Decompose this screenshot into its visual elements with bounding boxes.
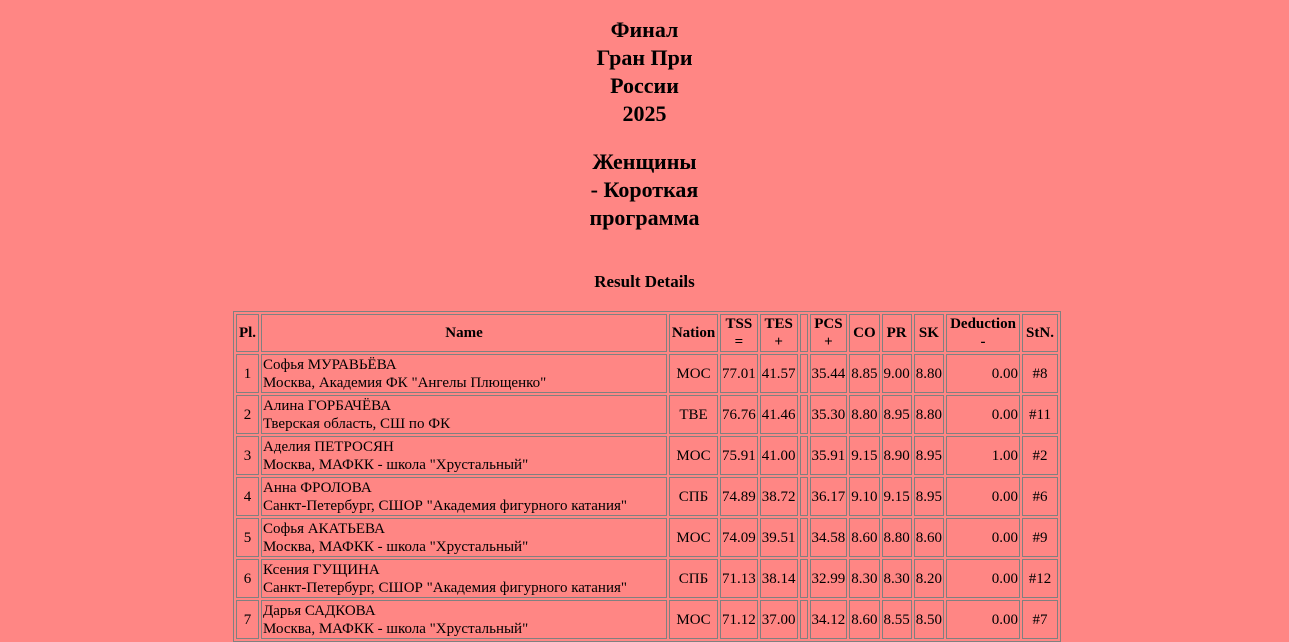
skater-club: Москва, Академия ФК "Ангелы Плющенко" xyxy=(263,374,547,391)
table-row xyxy=(236,477,1058,516)
category-title-line: Женщины xyxy=(592,149,697,174)
skater-name: Аделия ПЕТРОСЯН xyxy=(263,438,394,455)
skater-club: Тверская область, СШ по ФК xyxy=(263,415,451,432)
cell-co: 8.80 xyxy=(849,395,879,434)
cell-nation: TBE xyxy=(669,395,718,434)
cell-spacer xyxy=(800,354,808,393)
event-title xyxy=(545,16,745,128)
cell-pr: 8.30 xyxy=(882,559,912,598)
cell-pr: 9.15 xyxy=(882,477,912,516)
cell-co: 8.60 xyxy=(849,518,879,557)
skater-club: Санкт-Петербург, СШОР "Академия фигурного катания" xyxy=(263,579,628,596)
cell-deduction: 1.00 xyxy=(946,436,1020,475)
skater-name: Софья МУРАВЬЁВА xyxy=(263,356,397,373)
header-co: CO xyxy=(849,314,879,352)
cell-sk: 8.80 xyxy=(914,354,944,393)
cell-co: 9.15 xyxy=(849,436,879,475)
cell-co: 8.30 xyxy=(849,559,879,598)
cell-spacer xyxy=(800,395,808,434)
cell-place: 4 xyxy=(236,477,259,516)
skater-name: Анна ФРОЛОВА xyxy=(263,479,372,496)
cell-sk: 8.95 xyxy=(914,477,944,516)
cell-start-number: #8 xyxy=(1022,354,1058,393)
cell-spacer xyxy=(800,477,808,516)
cell-spacer xyxy=(800,518,808,557)
cell-start-number: #11 xyxy=(1022,395,1058,434)
table-row xyxy=(236,559,1058,598)
cell-co: 8.85 xyxy=(849,354,879,393)
cell-spacer xyxy=(800,436,808,475)
cell-nation: MOC xyxy=(669,436,718,475)
skater-name: Алина ГОРБАЧЁВА xyxy=(263,397,392,414)
cell-place: 6 xyxy=(236,559,259,598)
cell-tes: 41.46 xyxy=(760,395,798,434)
cell-nation: MOC xyxy=(669,600,718,639)
cell-pcs: 32.99 xyxy=(810,559,848,598)
cell-name xyxy=(261,518,667,557)
cell-name xyxy=(261,559,667,598)
cell-start-number: #9 xyxy=(1022,518,1058,557)
cell-tes: 41.00 xyxy=(760,436,798,475)
header-tss xyxy=(720,314,758,352)
category-title-line: - Короткая xyxy=(590,177,699,202)
cell-start-number: #12 xyxy=(1022,559,1058,598)
header-tes-op: + xyxy=(774,334,783,350)
event-title-line: 2025 xyxy=(622,101,667,126)
cell-start-number: #2 xyxy=(1022,436,1058,475)
header-pcs xyxy=(810,314,848,352)
cell-co: 9.10 xyxy=(849,477,879,516)
cell-tss: 75.91 xyxy=(720,436,758,475)
header-deduction xyxy=(946,314,1020,352)
cell-nation: СПБ xyxy=(669,559,718,598)
cell-co: 8.60 xyxy=(849,600,879,639)
skater-club: Санкт-Петербург, СШОР "Академия фигурного катания" xyxy=(263,497,628,514)
cell-deduction: 0.00 xyxy=(946,395,1020,434)
header-tes-label: TES xyxy=(764,316,793,332)
cell-name xyxy=(261,477,667,516)
cell-pr: 8.95 xyxy=(882,395,912,434)
category-title xyxy=(545,148,745,232)
cell-tss: 74.89 xyxy=(720,477,758,516)
header-tss-label: TSS xyxy=(725,316,753,332)
table-row xyxy=(236,354,1058,393)
cell-tss: 71.12 xyxy=(720,600,758,639)
cell-sk: 8.50 xyxy=(914,600,944,639)
cell-nation: СПБ xyxy=(669,477,718,516)
cell-deduction: 0.00 xyxy=(946,559,1020,598)
table-header-row xyxy=(236,314,1058,352)
cell-tss: 71.13 xyxy=(720,559,758,598)
cell-name xyxy=(261,395,667,434)
cell-tes: 37.00 xyxy=(760,600,798,639)
cell-name xyxy=(261,600,667,639)
header-start-number: StN. xyxy=(1022,314,1058,352)
cell-tss: 77.01 xyxy=(720,354,758,393)
cell-place: 2 xyxy=(236,395,259,434)
header-sk: SK xyxy=(914,314,944,352)
skater-name: Дарья САДКОВА xyxy=(263,602,376,619)
table-row xyxy=(236,395,1058,434)
event-title-line: Финал xyxy=(610,17,679,42)
category-title-line: программа xyxy=(589,205,700,230)
cell-tes: 38.72 xyxy=(760,477,798,516)
cell-spacer xyxy=(800,600,808,639)
header-place: Pl. xyxy=(236,314,259,352)
header-deduction-label: Deduction xyxy=(950,316,1016,332)
header-deduction-op: - xyxy=(980,334,986,350)
header-pcs-label: PCS xyxy=(814,316,843,332)
header-pr: PR xyxy=(882,314,912,352)
skater-club: Москва, МАФКК - школа "Хрустальный" xyxy=(263,538,529,555)
cell-pcs: 35.44 xyxy=(810,354,848,393)
cell-name xyxy=(261,354,667,393)
skater-club: Москва, МАФКК - школа "Хрустальный" xyxy=(263,620,529,637)
header-tes xyxy=(760,314,798,352)
cell-start-number: #7 xyxy=(1022,600,1058,639)
cell-place: 5 xyxy=(236,518,259,557)
skater-name: Ксения ГУЩИНА xyxy=(263,561,380,578)
header-nation: Nation xyxy=(669,314,718,352)
cell-pr: 9.00 xyxy=(882,354,912,393)
results-table xyxy=(233,311,1061,642)
cell-name xyxy=(261,436,667,475)
cell-sk: 8.60 xyxy=(914,518,944,557)
header-tss-op: = xyxy=(734,334,744,350)
cell-pcs: 36.17 xyxy=(810,477,848,516)
cell-place: 3 xyxy=(236,436,259,475)
cell-nation: MOC xyxy=(669,518,718,557)
header-spacer xyxy=(800,314,808,352)
cell-tss: 74.09 xyxy=(720,518,758,557)
cell-deduction: 0.00 xyxy=(946,477,1020,516)
section-title: Result Details xyxy=(594,272,695,291)
header-pcs-op: + xyxy=(824,334,833,350)
event-title-line: Гран При xyxy=(596,45,693,70)
event-title-line: России xyxy=(610,73,679,98)
cell-tes: 39.51 xyxy=(760,518,798,557)
cell-tes: 41.57 xyxy=(760,354,798,393)
cell-deduction: 0.00 xyxy=(946,600,1020,639)
cell-pcs: 35.91 xyxy=(810,436,848,475)
cell-pr: 8.80 xyxy=(882,518,912,557)
cell-place: 7 xyxy=(236,600,259,639)
cell-pcs: 34.58 xyxy=(810,518,848,557)
cell-spacer xyxy=(800,559,808,598)
cell-start-number: #6 xyxy=(1022,477,1058,516)
cell-deduction: 0.00 xyxy=(946,354,1020,393)
cell-tes: 38.14 xyxy=(760,559,798,598)
cell-sk: 8.80 xyxy=(914,395,944,434)
cell-place: 1 xyxy=(236,354,259,393)
table-row xyxy=(236,518,1058,557)
cell-pcs: 35.30 xyxy=(810,395,848,434)
cell-pr: 8.55 xyxy=(882,600,912,639)
cell-tss: 76.76 xyxy=(720,395,758,434)
cell-pr: 8.90 xyxy=(882,436,912,475)
skater-name: Софья АКАТЬЕВА xyxy=(263,520,385,537)
table-row xyxy=(236,600,1058,639)
cell-deduction: 0.00 xyxy=(946,518,1020,557)
cell-sk: 8.20 xyxy=(914,559,944,598)
header-name: Name xyxy=(261,314,667,352)
skater-club: Москва, МАФКК - школа "Хрустальный" xyxy=(263,456,529,473)
cell-sk: 8.95 xyxy=(914,436,944,475)
table-row xyxy=(236,436,1058,475)
cell-nation: MOC xyxy=(669,354,718,393)
cell-pcs: 34.12 xyxy=(810,600,848,639)
